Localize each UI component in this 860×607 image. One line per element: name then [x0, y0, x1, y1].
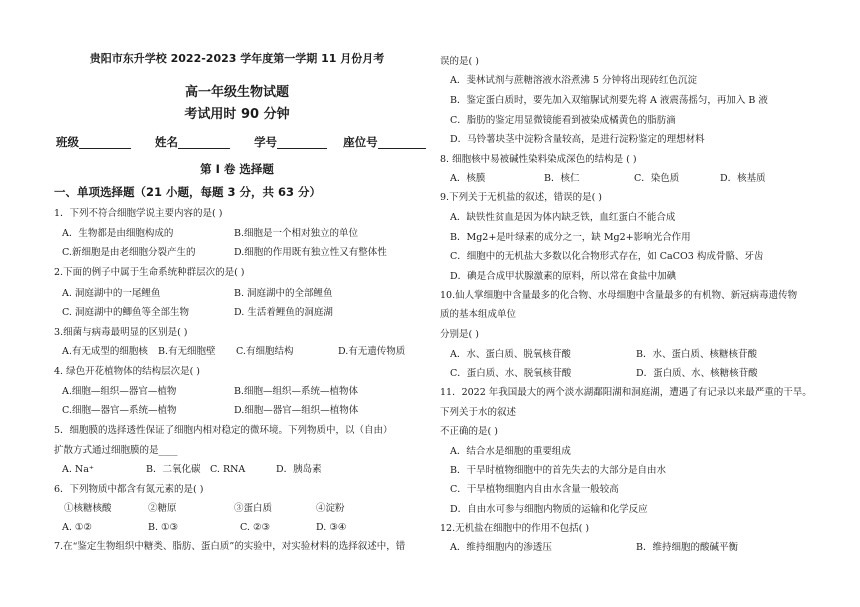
q3-stem: 3.细菌与病毒最明显的区别是( ) [54, 327, 188, 338]
q7-stem-line2: 误的是( ) [440, 56, 479, 67]
q11-option-a: A．结合水是细胞的重要组成 [450, 446, 571, 457]
q5-option-c: C. RNA [210, 464, 246, 475]
q6-option-b: B. ①③ [148, 522, 179, 533]
exam-subject-title: 高一年级生物试题 [184, 85, 289, 100]
q3-option-a: A.有无成型的细胞核 [62, 346, 148, 357]
q1-option-d: D.细胞的作用既有独立性又有整体性 [234, 247, 387, 258]
name-label: 姓名 [155, 135, 179, 149]
class-label: 班级 [56, 135, 79, 149]
q2-option-c: C. 洞庭湖中的鲫鱼等全部生物 [62, 307, 189, 318]
class-blank [79, 137, 131, 149]
q4-stem: 4. 绿色开花植物体的结构层次是( ) [54, 366, 201, 377]
q1-option-a: A．生物都是由细胞构成的 [62, 228, 174, 239]
q2-option-b: B. 洞庭湖中的全部鲤鱼 [234, 288, 333, 299]
q12-stem: 12.无机盐在细胞中的作用不包括( ) [440, 523, 590, 534]
q2-option-d: D. 生活着鲤鱼的洞庭湖 [234, 307, 333, 318]
left-column [48, 0, 426, 607]
q8-option-a: A．核膜 [450, 173, 486, 184]
q11-stem-line1: 11．2022 年我国最大的两个淡水湖鄱阳湖和洞庭湖，遭遇了有记录以来最严重的干旱。 [440, 387, 812, 398]
q9-option-d: D．碘是合成甲状腺激素的原料，所以常在食盐中加碘 [450, 271, 677, 282]
q1-option-b: B.细胞是一个相对独立的单位 [234, 228, 359, 239]
q11-option-d: D．自由水可参与细胞内物质的运输和化学反应 [450, 504, 648, 515]
q6-option-a: A. ①② [62, 522, 92, 533]
q10-option-d: D．蛋白质、水、核糖核苷酸 [636, 368, 758, 379]
q10-option-a: A．水、蛋白质、脱氧核苷酸 [450, 349, 571, 360]
q8-option-c: C．染色质 [634, 173, 680, 184]
q10-stem-line1: 10.仙人掌细胞中含量最多的化合物、水母细胞中含量最多的有机物、新冠病毒遗传物 [440, 290, 798, 301]
q11-option-c: C．干旱植物细胞内自由水含量一般较高 [450, 484, 619, 495]
q7-option-b: B．鉴定蛋白质时，要先加入双缩脲试剂要先将 A 液震荡摇匀，再加入 B 液 [450, 95, 768, 106]
q9-stem: 9.下列关于无机盐的叙述，错误的是( ) [440, 192, 602, 203]
q3-option-d: D.有无遗传物质 [338, 346, 406, 357]
q10-stem-line3: 分别是( ) [440, 329, 479, 340]
q5-option-b: B．二氧化碳 [146, 464, 201, 475]
q11-stem-line3: 不正确的是( ) [440, 426, 498, 437]
q6-item-1: ①核糖核酸 [64, 503, 112, 514]
q4-option-b: B.细胞—组织—系统—植物体 [234, 386, 359, 397]
right-column [440, 0, 820, 607]
q11-stem-line2: 下列关于水的叙述 [440, 407, 517, 418]
q10-option-c: C．蛋白质、水、脱氧核苷酸 [450, 368, 572, 379]
q6-stem: 6．下列物质中都含有氮元素的是( ) [54, 484, 204, 495]
q9-option-a: A．缺铁性贫血是因为体内缺乏铁，血红蛋白不能合成 [450, 212, 676, 223]
q5-stem-line2: 扩散方式通过细胞膜的是____ [54, 445, 178, 456]
q3-option-b: B.有无细胞壁 [158, 346, 216, 357]
exam-duration: 考试用时 90 分钟 [184, 107, 290, 122]
q6-option-d: D. ③④ [316, 522, 347, 533]
q8-stem: 8. 细胞核中易被碱性染料染成深色的结构是 ( ) [440, 154, 637, 165]
part-heading: 一、单项选择题（21 小题，每题 3 分，共 63 分） [54, 185, 322, 199]
q8-option-b: B．核仁 [544, 173, 580, 184]
q6-item-3: ③蛋白质 [234, 503, 273, 514]
q11-option-b: B．干旱时植物细胞中的首先失去的大部分是自由水 [450, 465, 666, 476]
q1-option-c: C.新细胞是由老细胞分裂产生的 [62, 247, 196, 258]
q9-option-c: C．细胞中的无机盐大多数以化合物形式存在，如 CaCO3 构成骨骼、牙齿 [450, 251, 764, 262]
seat-label: 座位号 [343, 135, 378, 149]
q9-option-b: B．Mg2+是叶绿素的成分之一，缺 Mg2+影响光合作用 [450, 232, 691, 243]
q5-stem-line1: 5．细胞膜的选择透性保证了细胞内相对稳定的微环境。下列物质中，以（自由） [54, 425, 393, 436]
q5-option-d: D．胰岛素 [276, 464, 322, 475]
q10-stem-line2: 质的基本组成单位 [440, 309, 517, 320]
q6-option-c: C. ②③ [240, 522, 271, 533]
q7-option-c: C．脂肪的鉴定用显微镜能看到被染成橘黄色的脂肪滴 [450, 115, 676, 126]
q6-item-4: ④淀粉 [316, 503, 345, 514]
q3-option-c: C.有细胞结构 [236, 346, 294, 357]
q8-option-d: D．核基质 [720, 173, 766, 184]
exam-school-title: 贵阳市东升学校 2022-2023 学年度第一学期 11 月份月考 [89, 52, 385, 65]
q4-option-a: A.细胞—组织—器官—植物 [62, 386, 177, 397]
student-info-row [56, 135, 426, 149]
student-id-label: 学号 [254, 135, 278, 149]
q7-option-d: D．马铃薯块茎中淀粉含量较高，是进行淀粉鉴定的理想材料 [450, 134, 705, 145]
q12-option-a: A．维持细胞内的渗透压 [450, 542, 552, 553]
seat-blank [378, 137, 426, 149]
student-id-blank [277, 137, 327, 149]
q4-option-c: C.细胞—器官—系统—植物 [62, 405, 177, 416]
name-blank [178, 137, 230, 149]
q1-stem: 1．下列不符合细胞学说主要内容的是( ) [54, 208, 223, 219]
q2-option-a: A. 洞庭湖中的一尾鲤鱼 [62, 288, 161, 299]
q7-stem-line1: 7.在“鉴定生物组织中糖类、脂肪、蛋白质”的实验中，对实验材料的选择叙述中，错 [54, 541, 406, 552]
q6-item-2: ②糖原 [148, 503, 177, 514]
volume-heading: 第 I 卷 选择题 [200, 162, 274, 176]
q2-stem: 2.下面的例子中属于生命系统种群层次的是( ) [54, 267, 245, 278]
q10-option-b: B．水、蛋白质、核糖核苷酸 [636, 349, 757, 360]
q5-option-a: A. Na⁺ [62, 464, 94, 475]
q4-option-d: D.细胞—器官—组织—植物体 [234, 405, 359, 416]
q7-option-a: A．斐林试剂与蔗糖溶液水浴煮沸 5 分钟将出现砖红色沉淀 [450, 75, 697, 86]
q12-option-b: B．维持细胞的酸碱平衡 [636, 542, 738, 553]
